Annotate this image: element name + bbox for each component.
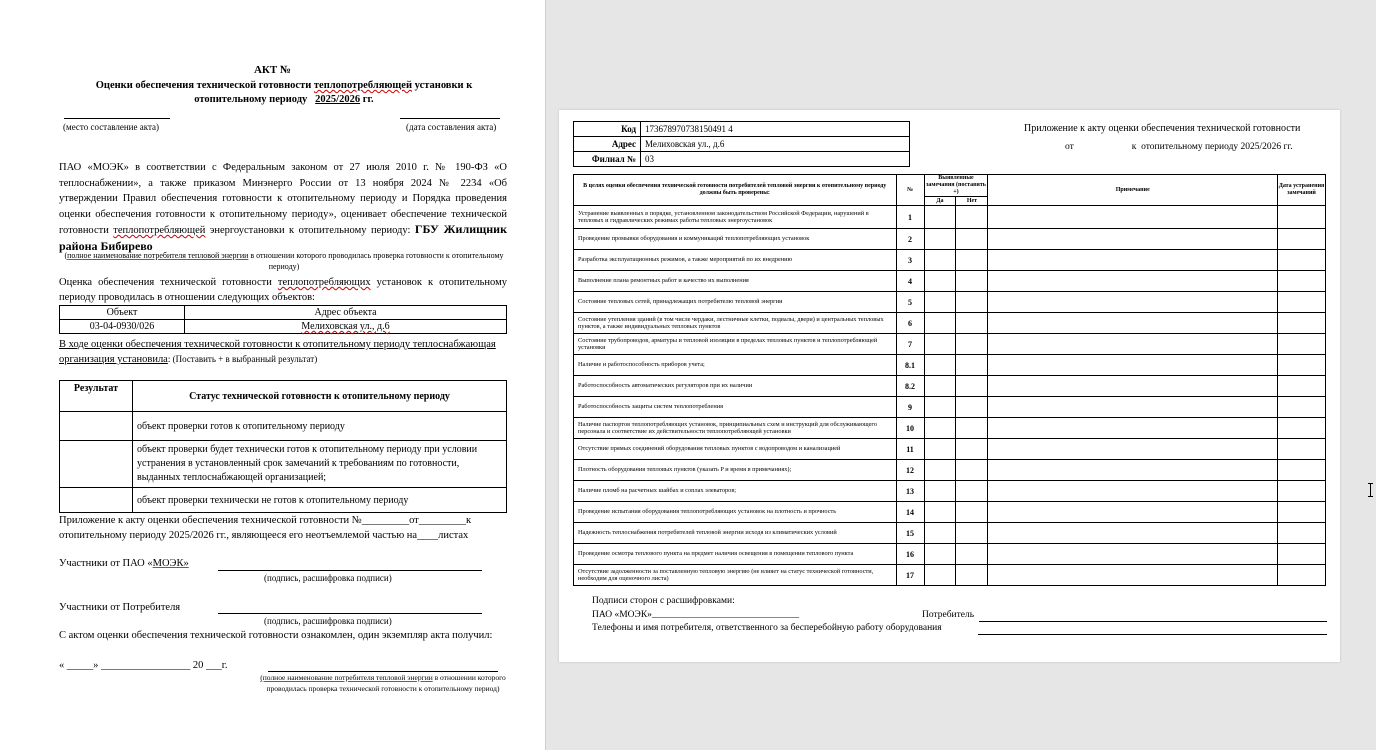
checklist-row: [574, 565, 1326, 586]
consumer-sign-line: [268, 671, 498, 672]
info-row: [574, 152, 910, 167]
checklist-item-number: 5: [896, 292, 924, 313]
checklist-item-number: 7: [896, 334, 924, 355]
consumer-signature-label: Потребитель: [922, 610, 975, 620]
checklist-item-number: 2: [896, 229, 924, 250]
acquainted-text: С актом оценки обеспечения технической готовности ознакомлен, один экземпляр акта получил:: [59, 630, 493, 641]
checklist-note-cell[interactable]: [988, 334, 1278, 355]
page-separator: [545, 0, 546, 750]
checklist-yes-cell[interactable]: [924, 565, 956, 586]
checklist-no-cell[interactable]: [956, 460, 988, 481]
checklist-row: [574, 418, 1326, 439]
checklist-deadline-cell[interactable]: [1278, 206, 1326, 229]
text-cursor-icon: [1368, 483, 1373, 497]
result-header-status: Статус технической готовностн к отопительному периоду: [133, 381, 507, 412]
phones-label: Телефоны и имя потребителя, ответственного за бесперебойную работу оборудования: [592, 623, 942, 633]
result-intro-text: В ходе оценки обеспечения технической готовности к отопительному периоду теплоснабжающая организация установила: [59, 339, 496, 365]
result-instruction: : (Поставить + в выбранный результат): [167, 354, 318, 364]
checklist-deadline-cell[interactable]: [1278, 313, 1326, 334]
objects-text-end: установок к отопительному периоду проводилась в отношении следующих объектов:: [59, 277, 507, 303]
checklist-no-cell[interactable]: [956, 523, 988, 544]
act-title: АКТ №: [253, 64, 292, 76]
checklist-row: [574, 439, 1326, 460]
checklist-deadline-cell[interactable]: [1278, 544, 1326, 565]
paragraph-intro: [59, 160, 507, 255]
appendix-subtitle: [1065, 142, 1293, 152]
place-line: [64, 118, 170, 119]
objects-header-address: Адрес объекта: [185, 306, 507, 320]
checklist-item-number: 13: [896, 481, 924, 502]
season: 2025/2026: [315, 94, 361, 105]
result-option-ready: объект проверки готов к отопительному периоду: [133, 412, 507, 441]
checklist-item-number: 9: [896, 397, 924, 418]
table-header-row: [60, 306, 507, 320]
checklist-note-cell[interactable]: [988, 206, 1278, 229]
object-address-text: Мелиховская ул., д.6: [301, 321, 390, 332]
header-purpose: В целях оценки обеспечения технической готовности потребителей тепловой энергии к отопительному периоду должны быть проверены:: [574, 175, 897, 206]
consumer-name: ГБУ Жилищник района Бибирево: [59, 222, 507, 253]
phones-line: [978, 634, 1327, 635]
checklist-no-cell[interactable]: [956, 397, 988, 418]
checklist-item-number: 17: [896, 565, 924, 586]
checklist-item-number: 12: [896, 460, 924, 481]
checklist-note-cell[interactable]: [988, 565, 1278, 586]
appendix-line-1: Приложение к акту оценки обеспечения технической готовности №_________от_________к: [59, 515, 472, 526]
consumer-note-link: полное наименование потребителя тепловой энергии: [67, 251, 249, 260]
checklist-deadline-cell[interactable]: [1278, 481, 1326, 502]
document-page-left: [0, 0, 545, 750]
subtitle-spellcheck-word: теплопотребляющей: [313, 80, 413, 91]
footnote: [258, 673, 508, 694]
result-mark-cell[interactable]: [60, 412, 133, 441]
checklist-note-cell[interactable]: [988, 460, 1278, 481]
table-header-row: [60, 381, 507, 412]
checklist-no-cell[interactable]: [956, 502, 988, 523]
checklist-row: [574, 544, 1326, 565]
document-page-right: [559, 110, 1340, 662]
intro-spellcheck-word: теплопотребляющей: [113, 225, 206, 236]
checklist-deadline-cell[interactable]: [1278, 229, 1326, 250]
checklist-item-text: Разработка эксплуатационных режимов, а также мероприятий по их внедрению: [574, 250, 897, 271]
signature-line-moek: [218, 570, 482, 571]
result-mark-cell[interactable]: [60, 441, 133, 488]
table-row: [60, 488, 507, 513]
checklist-deadline-cell[interactable]: [1278, 460, 1326, 481]
consumer-note: (полное наименование потребителя тепловой энергии в отношении которого проводилась проверка готовности к отопительному периоду): [64, 251, 504, 271]
checklist-body: [574, 206, 1326, 586]
appendix-to: к: [1131, 142, 1137, 152]
checklist-no-cell[interactable]: [956, 544, 988, 565]
checklist-deadline-cell[interactable]: [1278, 502, 1326, 523]
checklist-item-number: 4: [896, 271, 924, 292]
checklist-item-text: Отсутствие прямых соединений оборудования тепловых пунктов с водопроводом и канализацией: [574, 439, 897, 460]
header-note: Примечание: [988, 175, 1278, 206]
checklist-item-text: Отсутствие задолженности за поставленную тепловую энергию (не влияет на статус технической готовности, необходим для оценочного листа): [574, 565, 897, 586]
signature-label-moek: (подпись, расшифровка подписи): [264, 573, 392, 583]
checklist-yes-cell[interactable]: [924, 481, 956, 502]
checklist-deadline-cell[interactable]: [1278, 523, 1326, 544]
checklist-yes-cell[interactable]: [924, 250, 956, 271]
paragraph-objects: [59, 275, 507, 305]
checklist-item-text: Наличие паспортов теплопотребляющих установок, принципиальных схем и инструкций для обслуживающего персонала и соответствие их действительности теплопотребляющей установки: [574, 418, 897, 439]
participants-moek: [59, 558, 189, 569]
header-yes: Да: [924, 197, 956, 206]
object-address: [185, 320, 507, 334]
checklist-yes-cell[interactable]: [924, 397, 956, 418]
checklist-item-text: Проведение промывки оборудования и коммуникаций теплопотребляющих установок: [574, 229, 897, 250]
signature-line-consumer: [218, 613, 482, 614]
checklist-item-number: 16: [896, 544, 924, 565]
checklist-row: [574, 523, 1326, 544]
info-table: [573, 121, 910, 167]
checklist-item-text: Надежность теплоснабжения потребителей тепловой энергии исходя из климатических условий: [574, 523, 897, 544]
checklist-deadline-cell[interactable]: [1278, 292, 1326, 313]
intro-text-end: энергоустановки к отопительному периоду:: [205, 225, 415, 236]
checklist-no-cell[interactable]: [956, 206, 988, 229]
checklist-yes-cell[interactable]: [924, 206, 956, 229]
act-subtitle: [60, 79, 508, 107]
checklist-no-cell[interactable]: [956, 355, 988, 376]
result-table: [59, 380, 507, 513]
checklist-yes-cell[interactable]: [924, 271, 956, 292]
objects-header-object: Объект: [60, 306, 185, 320]
info-label-address: Адрес: [574, 137, 641, 152]
participants-moek-text: Участники от ПАО «: [59, 558, 153, 569]
header-deadline: Дата устранения замечаний: [1278, 175, 1326, 206]
checklist-yes-cell[interactable]: [924, 460, 956, 481]
checklist-item-text: Состояние утепления зданий (в том числе чердаки, лестничные клетки, подвалы, двери) и центральных тепловых пунктов, а также индивидуальных тепловых пунктов: [574, 313, 897, 334]
subtitle-text-end: установки к: [412, 80, 473, 91]
checklist-item-text: Проведение осмотра теплового пункта на предмет наличия освещения в помещении теплового пункта: [574, 544, 897, 565]
checklist-item-text: Наличие и работоспособность приборов учета;: [574, 355, 897, 376]
checklist-deadline-cell[interactable]: [1278, 355, 1326, 376]
table-header-row: [574, 175, 1326, 197]
checklist-item-number: 8.1: [896, 355, 924, 376]
place-label: (место составление акта): [63, 122, 159, 132]
checklist-note-cell[interactable]: [988, 355, 1278, 376]
checklist-item-text: Устранение выявленных в порядке, установленном законодательством Российской Федерации, нарушений в тепловых и гидравлических режимах работы тепловых энергоустановок: [574, 206, 897, 229]
appendix-text: [59, 513, 507, 543]
subtitle-line2: отопительному периоду: [194, 94, 308, 105]
checklist-deadline-cell[interactable]: [1278, 376, 1326, 397]
consumer-signature-line: [979, 621, 1327, 622]
checklist-row: [574, 397, 1326, 418]
season-suffix: гг.: [362, 94, 374, 105]
checklist-item-number: 14: [896, 502, 924, 523]
checklist-deadline-cell[interactable]: [1278, 397, 1326, 418]
footnote-text: в отношении которого проводилась проверка технической готовности к отопительному период): [266, 673, 506, 693]
participants-moek-link: МОЭК»: [152, 558, 189, 569]
checklist-note-cell[interactable]: [988, 313, 1278, 334]
checklist-yes-cell[interactable]: [924, 502, 956, 523]
checklist-note-cell[interactable]: [988, 397, 1278, 418]
info-value-code: 173678970738150491 4: [641, 122, 910, 137]
checklist-note-cell[interactable]: [988, 502, 1278, 523]
footnote-link: (полное наименование потребителя тепловой энергии: [260, 673, 433, 682]
checklist-note-cell[interactable]: [988, 376, 1278, 397]
checklist-note-cell[interactable]: [988, 481, 1278, 502]
checklist-item-number: 11: [896, 439, 924, 460]
checklist-note-cell[interactable]: [988, 250, 1278, 271]
checklist-row: [574, 355, 1326, 376]
checklist-item-text: Плотность оборудования тепловых пунктов (указать P и время в примечаниях);: [574, 460, 897, 481]
consumer-note-text: в отношении которого проводилась проверка готовности к отопительному периоду): [248, 251, 504, 271]
checklist-item-text: Состояние трубопроводов, арматуры и тепловой изоляции в пределах тепловых пунктов и теплопотребляющей установки: [574, 334, 897, 355]
checklist-item-number: 6: [896, 313, 924, 334]
checklist-row: [574, 271, 1326, 292]
checklist-row: [574, 460, 1326, 481]
signatures-title: Подписи сторон с расшифровками:: [592, 596, 735, 606]
checklist-item-text: Работоспособность автоматических регуляторов при их наличии: [574, 376, 897, 397]
checklist-note-cell[interactable]: [988, 271, 1278, 292]
checklist-note-cell[interactable]: [988, 229, 1278, 250]
checklist-deadline-cell[interactable]: [1278, 565, 1326, 586]
checklist-row: [574, 206, 1326, 229]
checklist-no-cell[interactable]: [956, 313, 988, 334]
objects-table: [59, 305, 507, 334]
result-option-conditional: объект проверки будет технически готов к отопительному периоду при условии устранения в установленный срок замечаний к требованиям по готовности, выданных теплоснабжающей организацией;: [133, 441, 507, 488]
checklist-item-text: Проведение испытания оборудования теплопотребляющих установок на плотность и прочность: [574, 502, 897, 523]
checklist-yes-cell[interactable]: [924, 355, 956, 376]
objects-spellcheck-word: теплопотребляющих: [277, 277, 371, 288]
checklist-no-cell[interactable]: [956, 229, 988, 250]
moek-signature: ПАО «МОЭК»_______________________________: [592, 610, 800, 620]
objects-text: Оценка обеспечения технической готовности: [59, 277, 278, 288]
checklist-yes-cell[interactable]: [924, 334, 956, 355]
checklist-row: [574, 313, 1326, 334]
info-value-branch: 03: [641, 152, 910, 167]
info-row: [574, 137, 910, 152]
appendix-line-2: отопительному периоду 2025/2026 гг., являющееся его неотъемлемой частью на____листах: [59, 530, 469, 541]
checklist-row: [574, 229, 1326, 250]
checklist-note-cell[interactable]: [988, 544, 1278, 565]
table-row: [60, 412, 507, 441]
checklist-deadline-cell[interactable]: [1278, 250, 1326, 271]
checklist-note-cell[interactable]: [988, 439, 1278, 460]
checklist-no-cell[interactable]: [956, 481, 988, 502]
checklist-deadline-cell[interactable]: [1278, 334, 1326, 355]
header-number: №: [896, 175, 924, 206]
info-value-address: Мелиховская ул., д.6: [641, 137, 910, 152]
checklist-item-number: 1: [896, 206, 924, 229]
checklist-yes-cell[interactable]: [924, 523, 956, 544]
object-code: 03-04-0930/026: [60, 320, 185, 334]
checklist-row: [574, 334, 1326, 355]
date-line: [400, 118, 500, 119]
checklist-row: [574, 292, 1326, 313]
checklist-row: [574, 376, 1326, 397]
checklist-table: [573, 174, 1326, 586]
checklist-item-number: 3: [896, 250, 924, 271]
checklist-note-cell[interactable]: [988, 418, 1278, 439]
checklist-no-cell[interactable]: [956, 376, 988, 397]
table-row: [60, 441, 507, 488]
checklist-note-cell[interactable]: [988, 292, 1278, 313]
result-option-not-ready: объект проверки технически не готов к отопительному периоду: [133, 488, 507, 513]
checklist-yes-cell[interactable]: [924, 376, 956, 397]
checklist-no-cell[interactable]: [956, 418, 988, 439]
checklist-no-cell[interactable]: [956, 565, 988, 586]
checklist-yes-cell[interactable]: [924, 292, 956, 313]
checklist-yes-cell[interactable]: [924, 229, 956, 250]
date-label: (дата составления акта): [406, 122, 497, 132]
checklist-yes-cell[interactable]: [924, 418, 956, 439]
checklist-yes-cell[interactable]: [924, 313, 956, 334]
participants-consumer: Участники от Потребителя: [59, 602, 181, 613]
checklist-deadline-cell[interactable]: [1278, 439, 1326, 460]
appendix-season: отопительному периоду 2025/2026 гг.: [1141, 142, 1293, 152]
date-fill-line: « _____» _________________ 20 ___г.: [59, 660, 228, 671]
result-header-result: Результат: [60, 381, 133, 412]
paragraph-result: [59, 337, 507, 367]
header-findings: Выявленные замечания (поставить +): [925, 175, 986, 195]
table-row: [60, 320, 507, 334]
checklist-yes-cell[interactable]: [924, 544, 956, 565]
checklist-no-cell[interactable]: [956, 271, 988, 292]
checklist-row: [574, 502, 1326, 523]
result-mark-cell[interactable]: [60, 488, 133, 513]
checklist-item-number: 10: [896, 418, 924, 439]
checklist-yes-cell[interactable]: [924, 439, 956, 460]
checklist-deadline-cell[interactable]: [1278, 418, 1326, 439]
checklist-no-cell[interactable]: [956, 439, 988, 460]
info-label-code: Код: [574, 122, 641, 137]
subtitle-text: Оценки обеспечения технической готовности: [95, 80, 314, 91]
appendix-title: Приложение к акту оценки обеспечения технической готовности: [1024, 123, 1301, 134]
checklist-deadline-cell[interactable]: [1278, 271, 1326, 292]
checklist-row: [574, 481, 1326, 502]
appendix-from: от: [1065, 142, 1074, 152]
checklist-note-cell[interactable]: [988, 523, 1278, 544]
checklist-no-cell[interactable]: [956, 334, 988, 355]
checklist-item-text: Выполнение плана ремонтных работ и качество их выполнения: [574, 271, 897, 292]
info-label-branch: Филиал №: [574, 152, 641, 167]
checklist-no-cell[interactable]: [956, 250, 988, 271]
intro-text: ПАО «МОЭК» в соответствии с Федеральным законом от 27 июля 2010 г. № 190-ФЗ «О теплоснабжении», а также приказом Минэнерго России от 13 ноября 2024 № 2234 «Об утверждении Правил обеспечения готовности к отопительному периоду и Порядка проведения оценки обеспечения готовности к отопительному периоду», оценивает обеспечение технической готовности: [59, 162, 507, 236]
header-no: Нет: [956, 197, 988, 206]
checklist-item-text: Работоспособность защиты систем теплопотребления: [574, 397, 897, 418]
checklist-item-text: Состояние тепловых сетей, принадлежащих потребителю тепловой энергии: [574, 292, 897, 313]
signature-label-consumer: (подпись, расшифровка подписи): [264, 616, 392, 626]
checklist-row: [574, 250, 1326, 271]
checklist-item-number: 8.2: [896, 376, 924, 397]
info-row: [574, 122, 910, 137]
checklist-item-number: 15: [896, 523, 924, 544]
checklist-item-text: Наличие пломб на расчетных шайбах и соплах элеваторов;: [574, 481, 897, 502]
checklist-no-cell[interactable]: [956, 292, 988, 313]
